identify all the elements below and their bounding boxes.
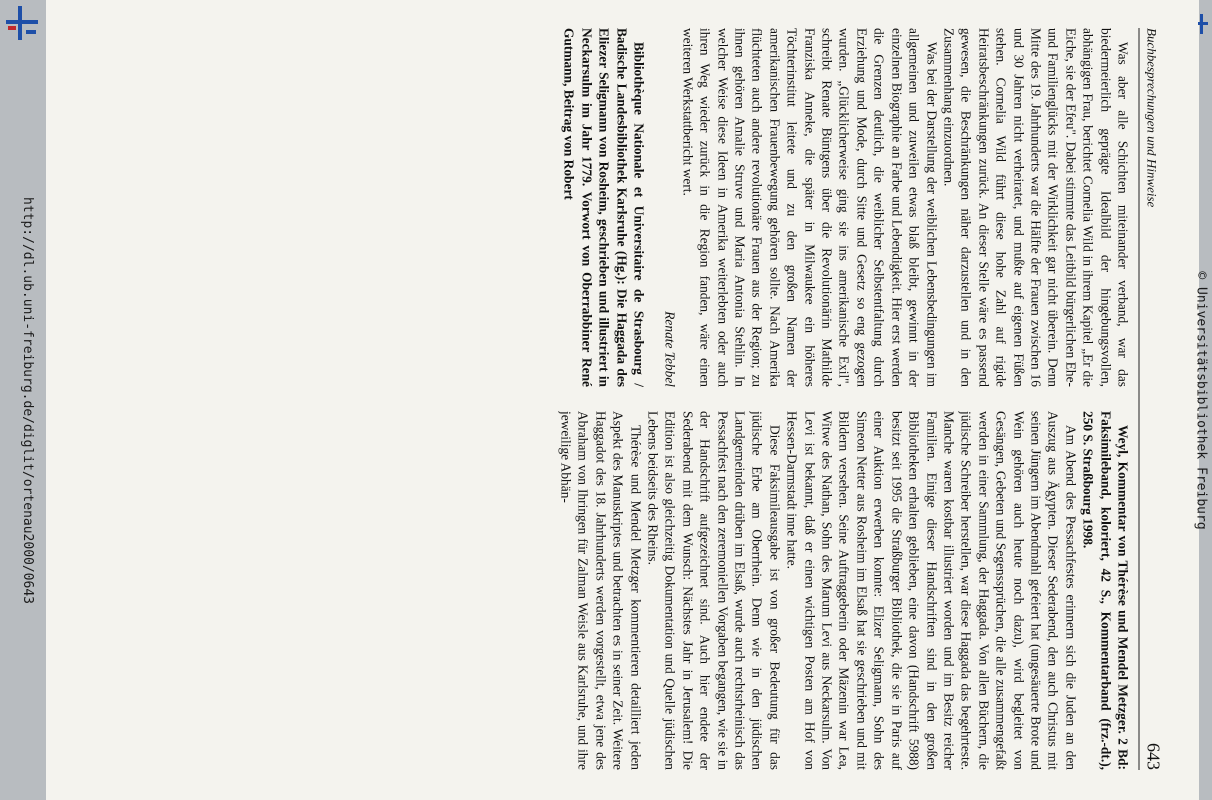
paragraph: Thérèse und Mendel Metzger kommentieren detailliert jeden Aspekt des Manuskriptes und betrachten es in seiner Zeit. Weitere Haggadot des 18. Jahrhunderts werden vorgestellt, etwa jene des Abraham von Ihringen für Zalman Weisle aus Karlsruhe, und ihre jeweilige Abhän- bbox=[558, 411, 643, 770]
review-signature: Renate Tebbel bbox=[662, 311, 678, 387]
paragraph: Was bei der Darstellung der weiblichen Lebensbedingungen im allgemeinen und zuweilen etwas blaß bleibt, gewinnt in der einzelnen Biographie an Farbe und Lebendigkeit. Hier erst werden die Grenzen deutlich, die weiblicher Selbstentfaltung durch Erziehung und Mode, durch Sitte und Gesetz so eng gezogen wurden. „Glücklicherweise ging sie ins amerikanische Exil", schreibt Renate Büntgens über die Revolutionärin Mathilde Franziska Anneke, die später in Milwaukee ein höheres Töchterinstitut leitete und zu den großen Namen der amerikanischen Frauenbewegung gehören sollte. Nach Amerika flüchteten auch andere revolutionäre Frauen aus der Region; zu ihnen gehören Amalie Struve und Maria Antonia Stehlin. In welcher Weise diese Ideen in Amerika weiterlebten oder auch ihren Weg wieder zurück in die Region fanden, wäre einen weiteren Werkstattbericht wert. bbox=[679, 28, 939, 387]
page-number: 643 bbox=[1143, 743, 1163, 770]
paragraph: Was aber alle Schichten miteinander verband, war das biedermeierlich geprägte Idealbild der hingebungsvollen, abhängigen Frau, berichtet Cornelia Wild in ihrem Kapitel „Er die Eiche, sie der Efeu". Dabei stimmte das Leitbild bürgerlichen Ehe- und Familienglücks mit der Wirklichkeit gar nicht überein. Denn Mitte des 19. Jahrhunderts war die Hälfte der Frauen zwischen 16 und 30 Jahren nicht verheiratet, und mußte auf eigenen Füßen stehen. Cornelia Wild führt diese hohe Zahl auf rigide Heiratsbeschränkungen zurück. An dieser Stelle wäre es passend gewesen, die Beschränkungen näher darzustellen und in den Zusammenhang einzuordnen. bbox=[940, 28, 1130, 387]
url-watermark-text: http://dl.ub.uni-freiburg.de/diglit/ortenau2000/0643 bbox=[19, 196, 35, 604]
paragraph: Diese Faksimileausgabe ist von großer Bedeutung für das jüdische Erbe am Oberrhein. Denn wie in den jüdischen Landgemeinden drüben im Elsaß, wurde auch rechtsrheinisch das Pessachfest nach den zeremoniellen Vorgaben begangen, wie sie in der Handschrift aufgezeichnet sind. Auch hier endete der Sederabend mit dem Wunsch: Nächstes Jahr in Jerusalem! Die Edition ist also gleichzeitig Dokumentation und Quelle jüdischen Lebens beidseits des Rheins. bbox=[645, 411, 782, 770]
column-right bbox=[86, 411, 1131, 770]
book-entry-heading: Bibliothèque Nationale et Universitaire de Strasbourg / Badische Landesbibliothek Karlsruhe (Hg.): Die Haggada des Eliezer Seligmann von Rosheim, geschrieben und illustriert in Neckarsulm im Jahr 1779. Vorwort von Oberrabbiner René Gutmann, Beitrag von Robert bbox=[561, 28, 647, 387]
text-columns bbox=[86, 28, 1131, 770]
header-rule bbox=[1138, 28, 1139, 770]
page-content bbox=[46, 0, 1199, 800]
scanned-page bbox=[46, 0, 1199, 800]
paragraph: Am Abend des Pessachfestes erinnern sich die Juden an den Auszug aus Ägypten. Dieser Sederabend, den auch Christus mit seinen Jüngern im Abendmahl gefeiert hat (ungesäuerte Brote und Wein gehören auch heute noch dazu), wird begleitet von Gesängen, Gebeten und Segenssprüchen, die alle zusammengefaßt werden in einer Sammlung, der Haggada. Von allen Büchern, die jüdische Schreiber herstellen, war diese Haggada das begehrteste. Manche waren kostbar illustriert worden und im Besitz reicher Familien. Einige dieser Handschriften sind in den großen Bibliotheken erhalten geblieben, eine davon (Handschrift 5988) besitzt seit 1995 die Straßburger Bibliothek, die sie in Paris auf einer Auktion erwerben konnte: Elizer Seligmann, Sohn des Simeon Netter aus Rosheim im Elsaß hat sie geschrieben und mit Bildern versehen. Seine Auftraggeberin oder Mäzenin war Lea, Witwe des Nathan, Sohn des Marum Levi aus Neckarsulm. Von Levi ist bekannt, daß er einen wichtigen Posten am Hof von Hessen-Darmstadt inne hatte. bbox=[784, 411, 1078, 770]
column-left bbox=[86, 28, 1131, 387]
url-watermark bbox=[16, 0, 38, 800]
spacer bbox=[647, 28, 661, 387]
copyright-watermark-text: © Universitätsbibliothek Freiburg bbox=[1193, 270, 1209, 530]
copyright-watermark bbox=[1190, 0, 1212, 800]
book-entry-heading-continued: Weyl, Kommentar von Thérèse und Mendel Metzger. 2 Bd: Faksimileband, koloriert, 42 S., Kommentarband (frz.-dt.), 250 S. Straßbourg 1998. bbox=[1080, 411, 1130, 770]
running-head: Buchbesprechungen und Hinweise bbox=[1144, 28, 1159, 208]
